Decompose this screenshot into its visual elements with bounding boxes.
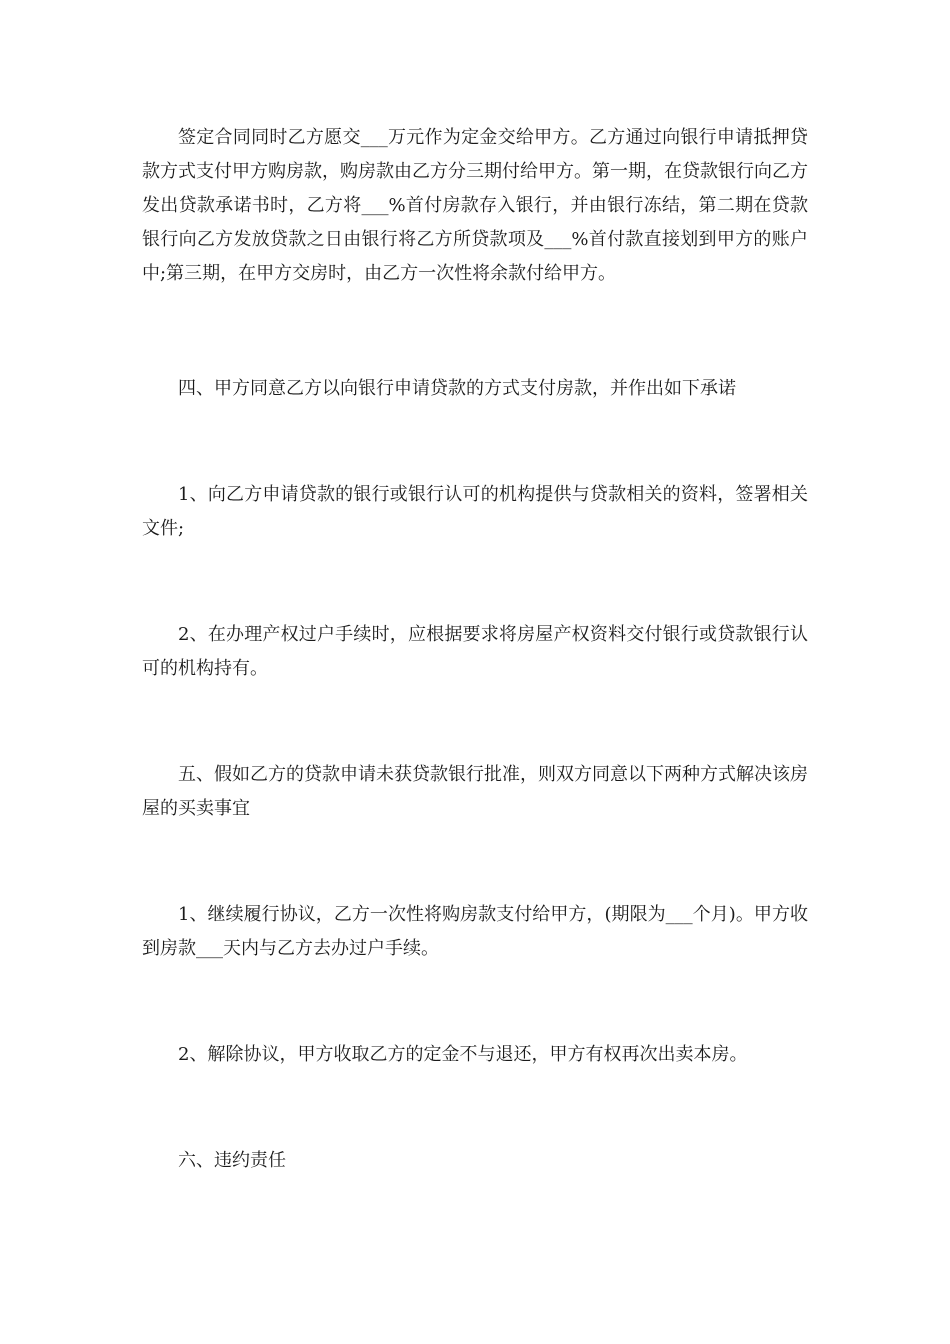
clause-four-2: 2、在办理产权过户手续时，应根据要求将房屋产权资料交付银行或贷款银行认可的机构持有。 [142, 624, 808, 679]
section-five-heading: 五、假如乙方的贷款申请未获贷款银行批准，则双方同意以下两种方式解决该房屋的买卖事宜 [142, 764, 808, 819]
section-four-heading: 四、甲方同意乙方以向银行申请贷款的方式支付房款，并作出如下承诺 [178, 378, 736, 399]
clause-four-1: 1、向乙方申请贷款的银行或银行认可的机构提供与贷款相关的资料，签署相关文件; [142, 484, 808, 539]
section-six-heading: 六、违约责任 [178, 1150, 286, 1171]
clause-five-2: 2、解除协议，甲方收取乙方的定金不与退还，甲方有权再次出卖本房。 [178, 1044, 748, 1065]
paragraph-payment-terms: 签定合同同时乙方愿交___万元作为定金交给甲方。乙方通过向银行申请抵押贷款方式支付甲方购房款，购房款由乙方分三期付给甲方。第一期，在贷款银行向乙方发出贷款承诺书时，乙方将___%首付房款存入银行，并由银行冻结，第二期在贷款银行向乙方发放贷款之日由银行将乙方所贷款项及___%首付款直接划到甲方的账户中;第三期，在甲方交房时，由乙方一次性将余款付给甲方。 [142, 127, 808, 284]
clause-five-1: 1、继续履行协议，乙方一次性将购房款支付给甲方，(期限为___个月)。甲方收到房款___天内与乙方去办过户手续。 [142, 904, 808, 959]
